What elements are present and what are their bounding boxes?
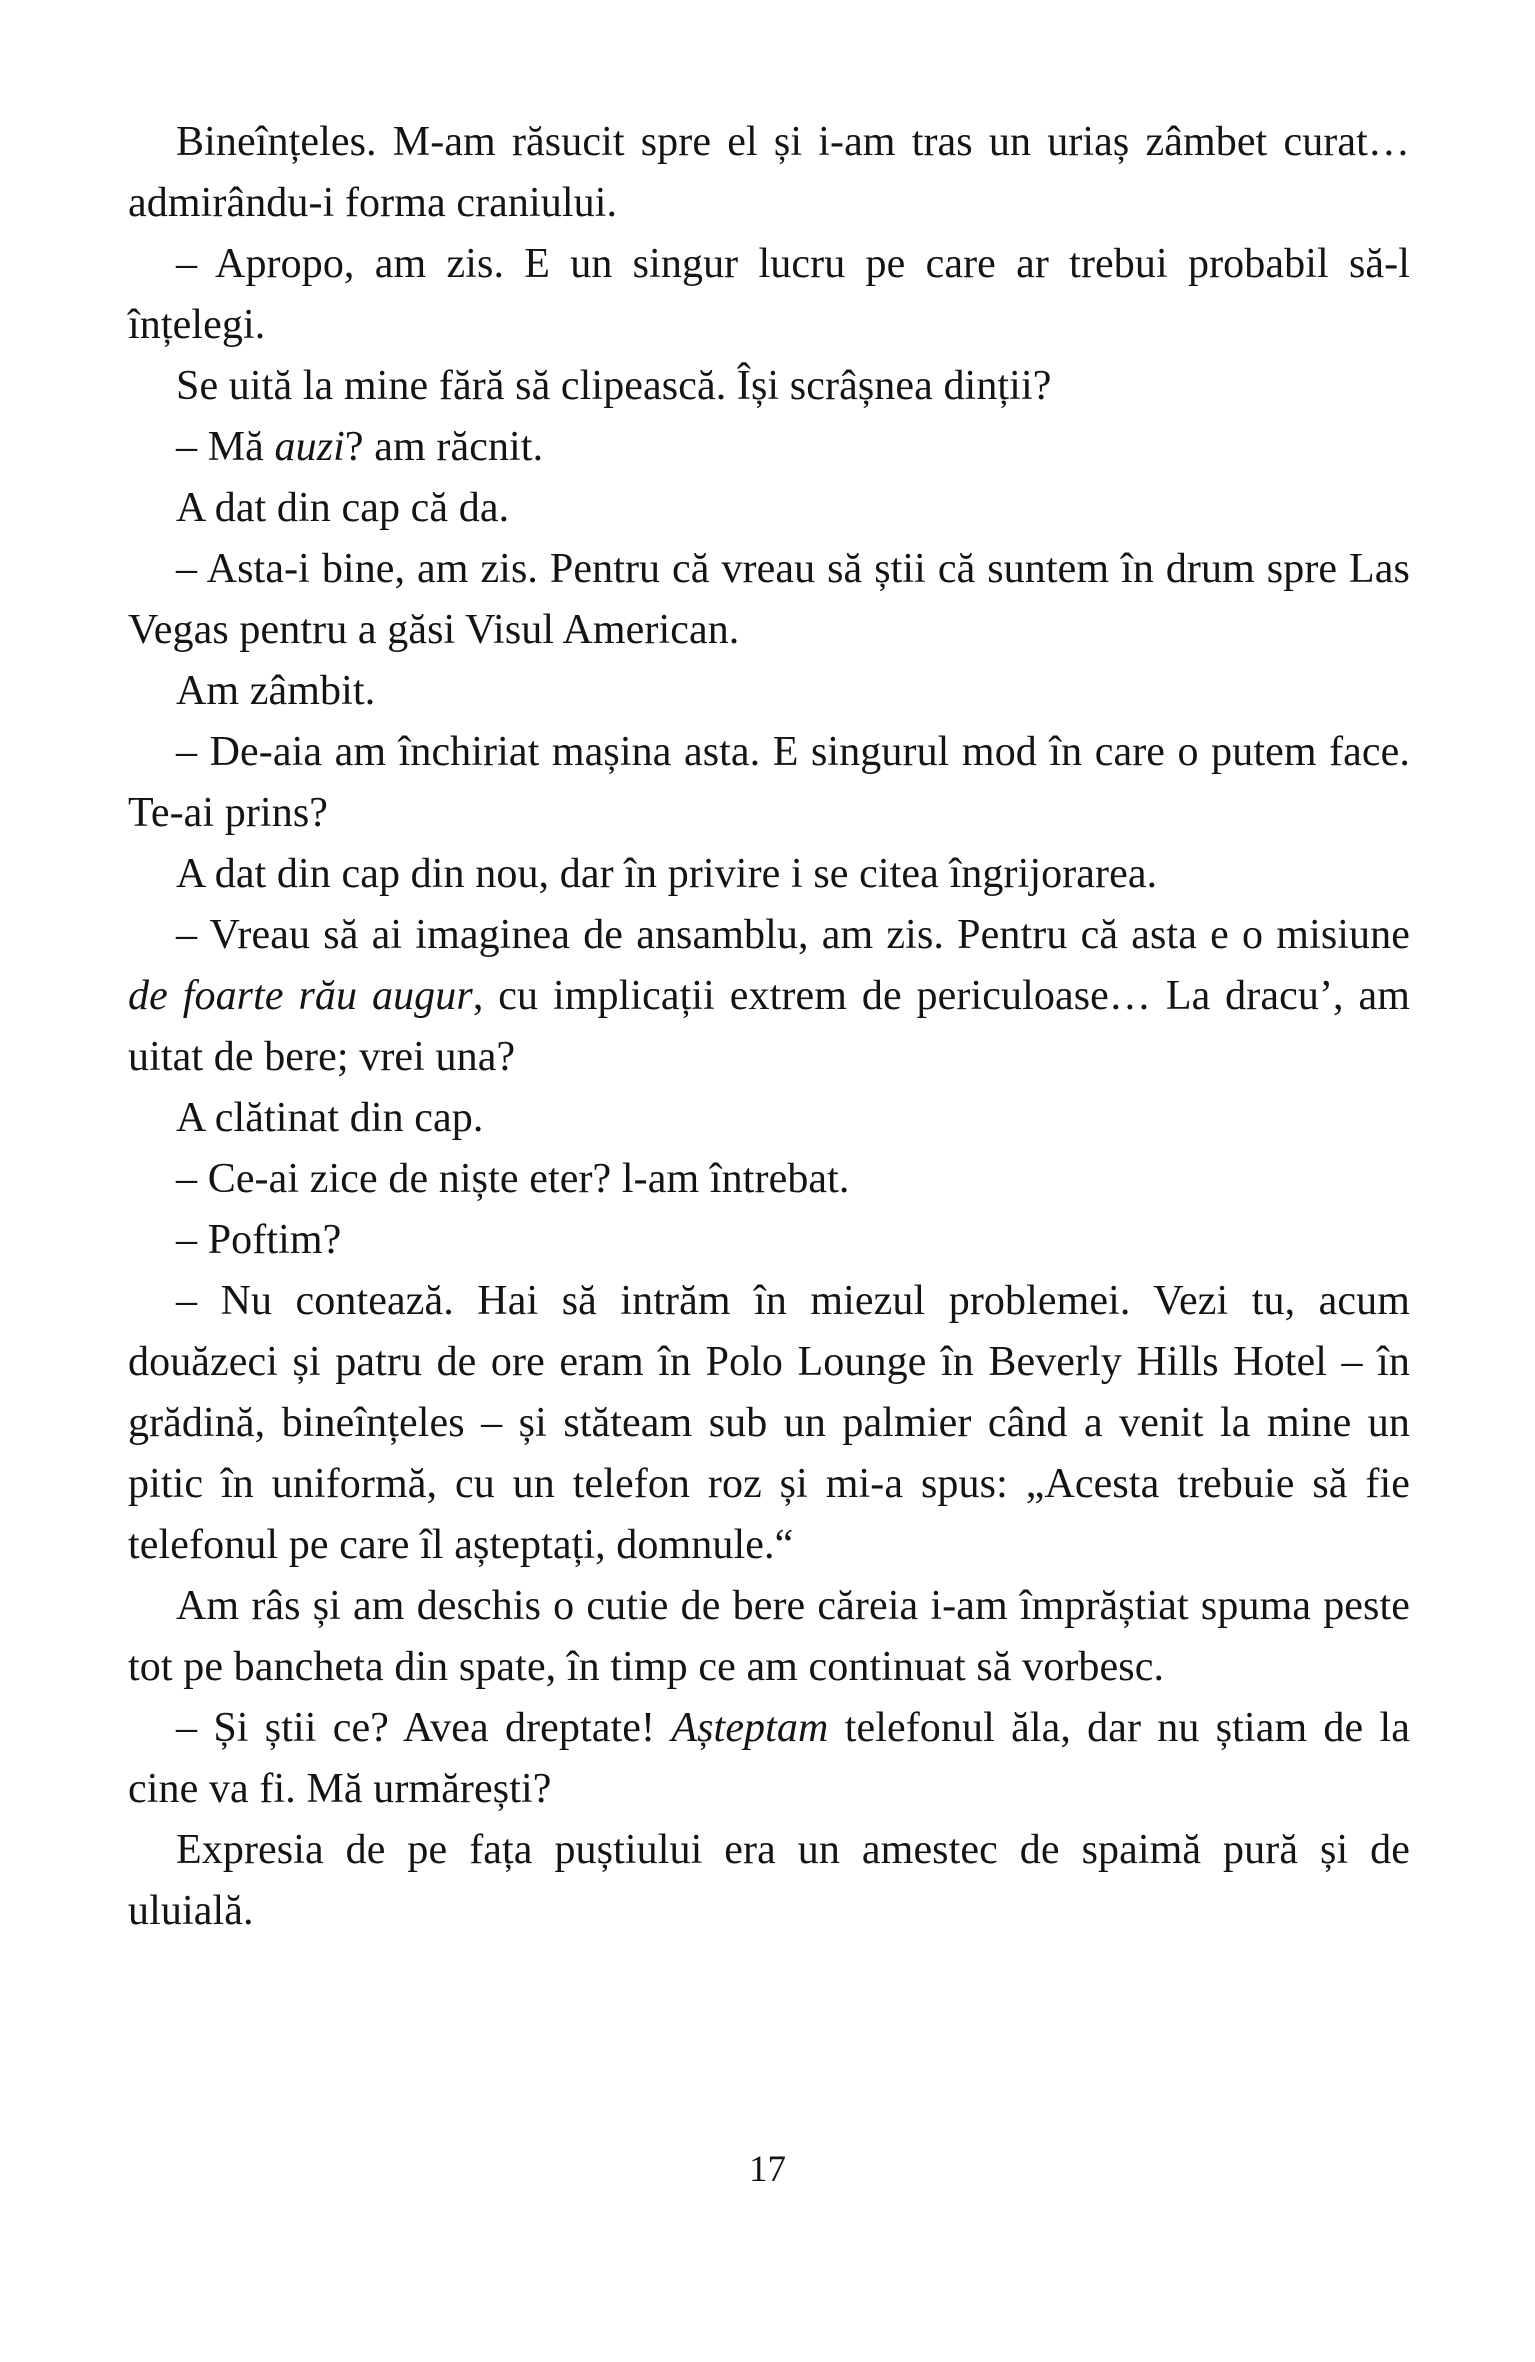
- paragraph: [128, 1149, 1410, 1210]
- text-run: – Vreau să ai imaginea de ansamblu, am zis. Pentru că asta e o misiune: [176, 912, 1410, 958]
- text-run: A dat din cap din nou, dar în privire i se citea îngrijorarea.: [176, 851, 1158, 897]
- text-run: Bineînțeles. M-am răsucit spre el și i-am tras un uriaș zâmbet curat… admirându-i forma craniului.: [128, 119, 1410, 226]
- italic-text-run: Așteptam: [671, 1705, 829, 1751]
- text-run: ? am răcnit.: [344, 424, 544, 470]
- paragraph: [128, 1088, 1410, 1149]
- text-run: – Poftim?: [176, 1217, 342, 1263]
- text-run: – Mă: [176, 424, 275, 470]
- paragraph: [128, 478, 1410, 539]
- text-run: Am râs și am deschis o cutie de bere căreia i-am împrăștiat spuma peste tot pe bancheta din spate, în timp ce am continuat să vorbesc.: [128, 1583, 1410, 1690]
- paragraph: [128, 112, 1410, 234]
- text-block: [128, 112, 1410, 1942]
- text-run: – Și știi ce? Avea dreptate!: [176, 1705, 672, 1751]
- text-run: , cu implicații extrem de periculoase… La dracu’, am uitat de bere; vrei una?: [128, 973, 1411, 1080]
- paragraph: [128, 844, 1410, 905]
- paragraph: [128, 417, 1410, 478]
- paragraph: [128, 356, 1410, 417]
- paragraph: [128, 234, 1410, 356]
- paragraph: [128, 1698, 1410, 1820]
- text-run: – Nu contează. Hai să intrăm în miezul problemei. Vezi tu, acum douăzeci și patru de ore eram în Polo Lounge în Beverly Hills Hotel – în grădină, bineînțeles – și stăteam sub un palmier când a venit la mine un pitic în uniformă, cu un telefon roz și mi-a spus: „Acesta trebuie să fie telefonul pe care îl așteptați, domnule.“: [128, 1278, 1410, 1568]
- text-run: A clătinat din cap.: [176, 1095, 484, 1141]
- text-run: Am zâmbit.: [176, 668, 376, 714]
- text-run: – Ce-ai zice de niște eter? l-am întrebat.: [176, 1156, 850, 1202]
- text-run: – Apropo, am zis. E un singur lucru pe care ar trebui probabil să-l înțelegi.: [128, 241, 1410, 348]
- page-number: 17: [749, 2149, 786, 2190]
- text-run: Expresia de pe fața puștiului era un amestec de spaimă pură și de uluială.: [128, 1827, 1410, 1934]
- text-run: telefonul ăla, dar nu știam de la cine va fi. Mă urmărești?: [128, 1705, 1411, 1812]
- text-run: Se uită la mine fără să clipească. Își scrâșnea dinții?: [176, 363, 1052, 409]
- paragraph: [128, 661, 1410, 722]
- paragraph: [128, 905, 1410, 1088]
- italic-text-run: auzi: [274, 424, 345, 470]
- paragraph: [128, 1576, 1410, 1698]
- paragraph: [128, 1820, 1410, 1942]
- text-run: – Asta-i bine, am zis. Pentru că vreau să știi că suntem în drum spre Las Vegas pentru a găsi Visul American.: [128, 546, 1410, 653]
- text-run: A dat din cap că da.: [176, 485, 510, 531]
- paragraph: [128, 539, 1410, 661]
- italic-text-run: de foarte rău augur: [128, 973, 473, 1019]
- paragraph: [128, 722, 1410, 844]
- text-run: – De-aia am închiriat mașina asta. E singurul mod în care o putem face. Te-ai prins?: [128, 729, 1410, 836]
- paragraph: [128, 1210, 1410, 1271]
- paragraph: [128, 1271, 1410, 1576]
